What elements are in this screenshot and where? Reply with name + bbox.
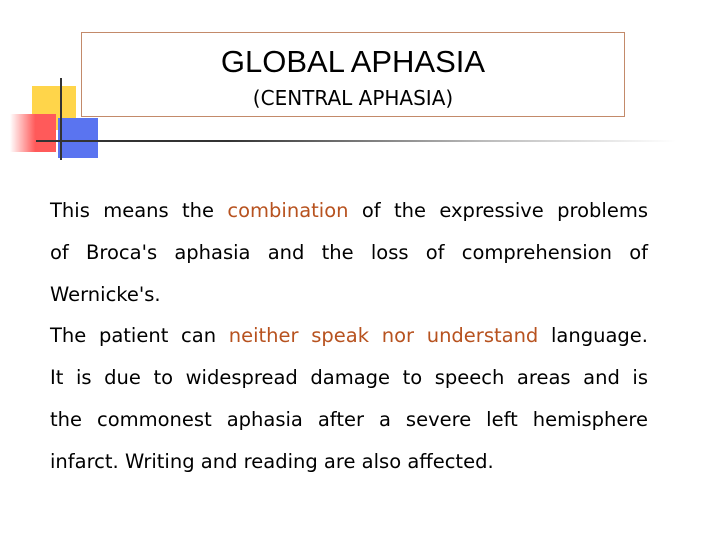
body-line (50, 315, 648, 357)
body-text-segment: This means the (50, 199, 228, 222)
body-line: It is due to widespread damage to speech areas and is (50, 366, 648, 390)
body-text-segment: of the expressive problems (348, 199, 649, 222)
highlighted-term: combination (227, 199, 349, 222)
horizontal-rule (36, 140, 676, 142)
vertical-rule (60, 78, 62, 160)
body-line: the commonest aphasia after a severe left hemisphere (50, 407, 648, 431)
highlighted-term: neither speak nor understand (228, 324, 539, 348)
body-text-segment: The patient can (50, 324, 229, 348)
slide-body (50, 190, 648, 483)
slide-title: GLOBAL APHASIA (220, 44, 486, 79)
body-line: Wernicke's. (50, 282, 161, 306)
body-line (50, 190, 648, 232)
body-line: of Broca's aphasia and the loss of comprehension of (50, 240, 648, 264)
body-line: infarct. Writing and reading are also affected. (50, 449, 494, 473)
red-square-decoration (10, 114, 56, 152)
title-box (81, 32, 625, 117)
blue-square-decoration (58, 118, 98, 158)
slide-subtitle: (CENTRAL APHASIA) (252, 86, 454, 110)
body-text-segment: language. (538, 324, 648, 348)
